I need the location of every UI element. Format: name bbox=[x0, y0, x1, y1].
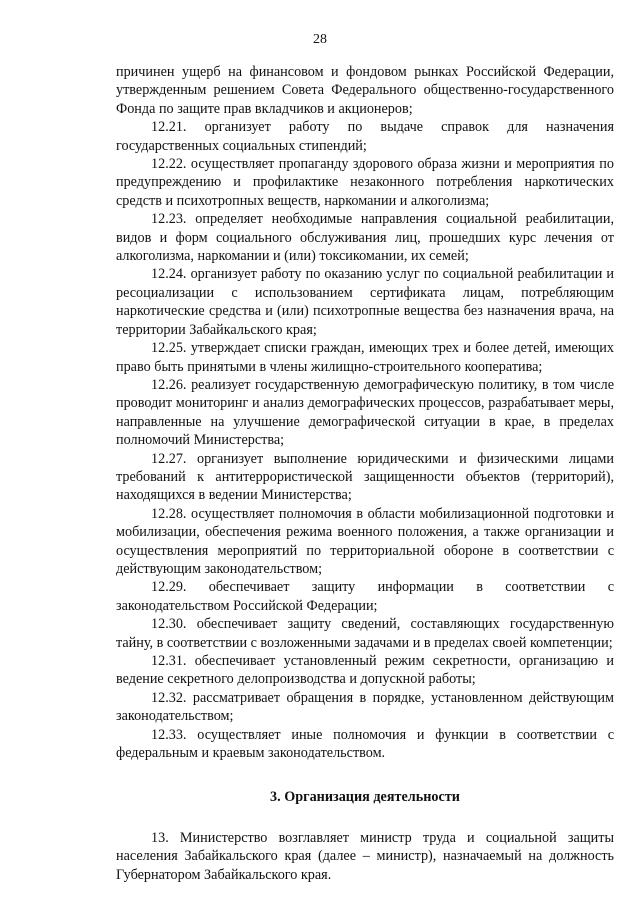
paragraph-12-23: 12.23. определяет необходимые направления социальной реабилитации, видов и форм социального обслуживания лиц, прошедших курс лечения от алкоголизма, наркомании и (или) токсикомании, их семей; bbox=[116, 211, 614, 265]
paragraph-13: 13. Министерство возглавляет министр труда и социальной защиты населения Забайкальского края (далее – министр), назначаемый на должность Губернатором Забайкальского края. bbox=[116, 829, 614, 883]
paragraph-12-30: 12.30. обеспечивает защиту сведений, составляющих государственную тайну, в соответствии с возложенными задачами и в пределах своей компетенции; bbox=[116, 616, 614, 651]
document-body bbox=[116, 63, 614, 884]
paragraph-12-24: 12.24. организует работу по оказанию услуг по социальной реабилитации и ресоциализации с использованием сертификата лицам, потребляющим наркотические средства и (или) психотропные вещества без назначения врача, на территории Забайкальского края; bbox=[116, 266, 614, 338]
paragraph-12-33: 12.33. осуществляет иные полномочия и функции в соответствии с федеральным и краевым законодательством. bbox=[116, 726, 614, 762]
paragraph-12-31: 12.31. обеспечивает установленный режим секретности, организацию и ведение секретного делопроизводства и допускной работы; bbox=[116, 653, 614, 688]
paragraph-continuation: причинен ущерб на финансовом и фондовом рынках Российской Федерации, утвержденным решением Совета Федерального общественно-государственного Фонда по защите прав вкладчиков и акционеров; bbox=[116, 64, 614, 117]
page-number: 28 bbox=[313, 32, 327, 47]
paragraph-12-32: 12.32. рассматривает обращения в порядке, установленном действующим законодательством; bbox=[116, 689, 614, 725]
paragraph-12-21: 12.21. организует работу по выдаче справок для назначения государственных социальных стипендий; bbox=[116, 119, 614, 154]
paragraph-12-27: 12.27. организует выполнение юридическими и физическими лицами требований к антитеррористической защищенности объектов (территорий), находящихся в ведении Министерства; bbox=[116, 450, 614, 504]
paragraph-12-22: 12.22. осуществляет пропаганду здорового образа жизни и мероприятия по предупреждению и профилактике незаконного потребления наркотических средств и психотропных веществ, наркомании и алкоголизма; bbox=[116, 156, 614, 209]
section-heading: 3. Организация деятельности bbox=[270, 789, 460, 806]
paragraph-12-28: 12.28. осуществляет полномочия в области мобилизационной подготовки и мобилизации, обеспечения режима военного положения, а также организации и осуществления мероприятий по территориальной обороне в соответствии с действующим законодательством; bbox=[116, 505, 614, 577]
paragraph-12-25: 12.25. утверждает списки граждан, имеющих трех и более детей, имеющих право быть принятыми в члены жилищно-строительного кооператива; bbox=[116, 340, 614, 375]
paragraph-12-26: 12.26. реализует государственную демографическую политику, в том числе проводит мониторинг и анализ демографических процессов, разрабатывает меры, направленные на улучшение демографической ситуации в крае, в пределах полномочий Министерства; bbox=[116, 376, 614, 449]
paragraph-12-29: 12.29. обеспечивает защиту информации в соответствии с законодательством Российской Федерации; bbox=[116, 579, 614, 614]
